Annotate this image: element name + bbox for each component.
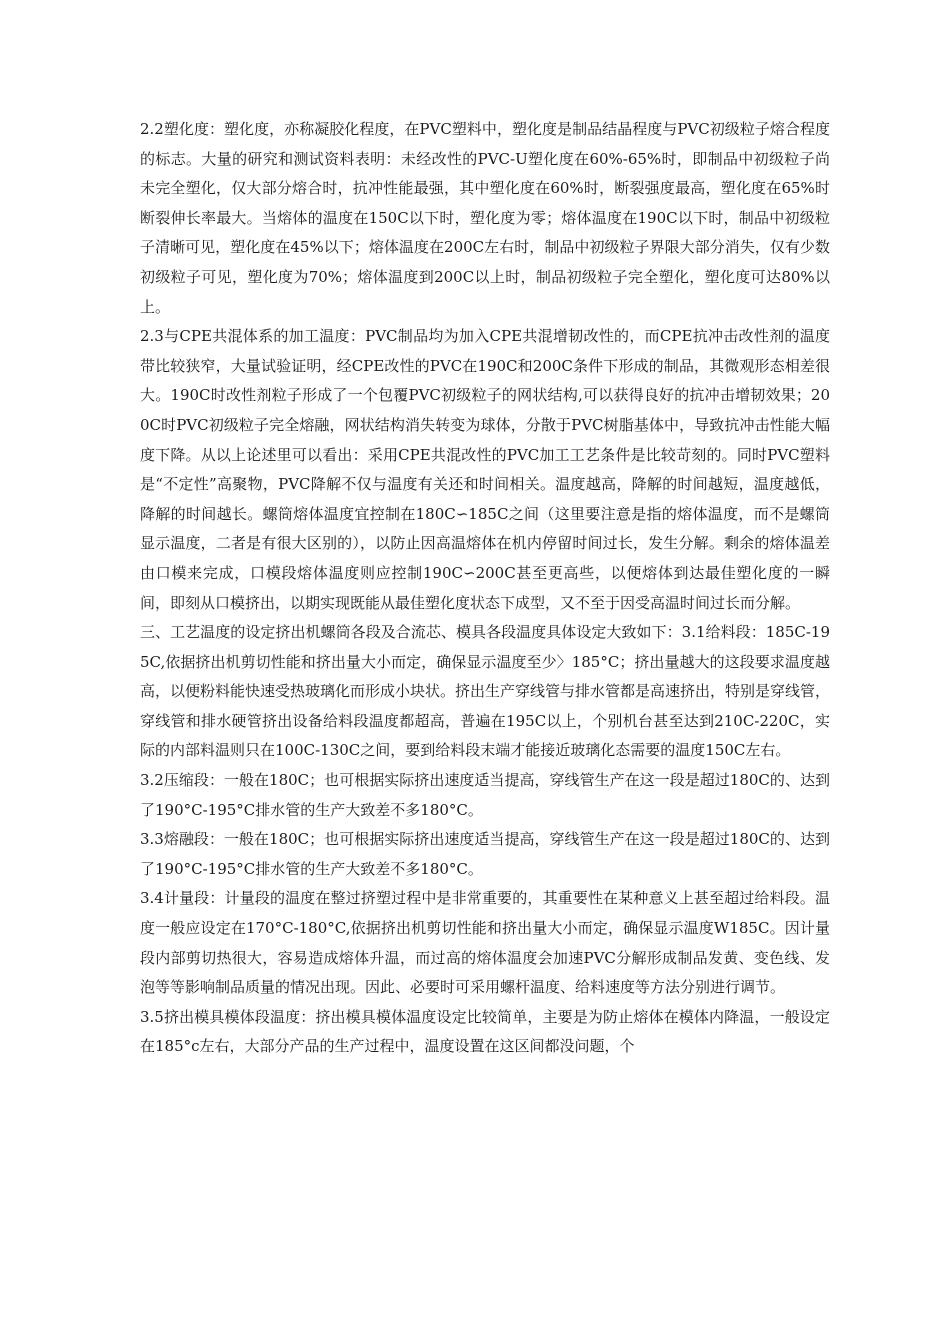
paragraph-melting-zone: 3.3熔融段：一般在180C；也可根据实际挤出速度适当提高，穿线管生产在这一段是超过180C的、达到了190°C-195°C排水管的生产大致差不多180°C。	[140, 830, 830, 878]
paragraph-metering-zone: 3.4计量段：计量段的温度在整过挤塑过程中是非常重要的，其重要性在某种意义上甚至超过给料段。温度一般应设定在170°C-180°C,依据挤出机剪切性能和挤出量大小而定，确保显示温度W185C。因计量段内部剪切热很大，容易造成熔体升温，而过高的熔体温度会加速PVC分解形成制品发黄、变色线、发泡等等影响制品质量的情况出现。因此、必要时可采用螺杆温度、给料速度等方法分别进行调节。	[140, 889, 830, 997]
document-body	[140, 115, 830, 1062]
paragraph-cpe-blend-temperature: 2.3与CPE共混体系的加工温度：PVC制品均为加入CPE共混增韧改性的，而CPE抗冲击改性剂的温度带比较狭窄，大量试验证明，经CPE改性的PVC在190C和200C条件下形成的制品，其微观形态相差很大。190C时改性剂粒子形成了一个包覆PVC初级粒子的网状结构,可以获得良好的抗冲击增韧效果；200C时PVC初级粒子完全熔融，网状结构消失转变为球体，分散于PVC树脂基体中，导致抗冲击性能大幅度下降。从以上论述里可以看出：采用CPE共混改性的PVC加工工艺条件是比较苛刻的。同时PVC塑料是“不定性”高聚物，PVC降解不仅与温度有关还和时间相关。温度越高，降解的时间越短，温度越低，降解的时间越长。螺筒熔体温度宜控制在180C∽185C之间（这里要注意是指的熔体温度，而不是螺筒显示温度，二者是有很大区别的），以防止因高温熔体在机内停留时间过长，发生分解。剩余的熔体温差由口模来完成，口模段熔体温度则应控制190C∽200C甚至更高些，以便熔体到达最佳塑化度的一瞬间，即刻从口模挤出，以期实现既能从最佳塑化度状态下成型，又不至于因受高温时间过长而分解。	[140, 327, 830, 612]
paragraph-process-temperature-feed: 三、工艺温度的设定挤出机螺筒各段及合流芯、模具各段温度具体设定大致如下：3.1给料段：185C-195C,依据挤出机剪切性能和挤出量大小而定，确保显示温度至少〉185°C；挤出量越大的这段要求温度越高，以便粉料能快速受热玻璃化而形成小块状。挤出生产穿线管与排水管都是高速挤出，特别是穿线管，穿线管和排水硬管挤出设备给料段温度都超高，普遍在195C以上，个别机台甚至达到210C-220C，实际的内部料温则只在100C-130C之间，要到给料段末端才能接近玻璃化态需要的温度150C左右。	[140, 623, 831, 760]
paragraph-compression-zone: 3.2压缩段：一般在180C；也可根据实际挤出速度适当提高，穿线管生产在这一段是超过180C的、达到了190°C-195°C排水管的生产大致差不多180°C。	[140, 771, 830, 819]
paragraph-die-body-zone: 3.5挤出模具模体段温度：挤出模具模体温度设定比较简单，主要是为防止熔体在模体内降温，一般设定在185°c左右，大部分产品的生产过程中，温度设置在这区间都没问题，个	[140, 1007, 830, 1056]
paragraph-plasticization: 2.2塑化度：塑化度，亦称凝胶化程度，在PVC塑料中，塑化度是制品结晶程度与PVC初级粒子熔合程度的标志。大量的研究和测试资料表明：未经改性的PVC-U塑化度在60%-65%时，即制品中初级粒子尚未完全塑化，仅大部分熔合时，抗冲性能最强，其中塑化度在60%时，断裂强度最高，塑化度在65%时断裂伸长率最大。当熔体的温度在150C以下时，塑化度为零；熔体温度在190C以下时，制品中初级粒子清晰可见，塑化度在45%以下；熔体温度在200C左右时，制品中初级粒子界限大部分消失，仅有少数初级粒子可见，塑化度为70%；熔体温度到200C以上时，制品初级粒子完全塑化，塑化度可达80%以上。	[140, 120, 830, 316]
